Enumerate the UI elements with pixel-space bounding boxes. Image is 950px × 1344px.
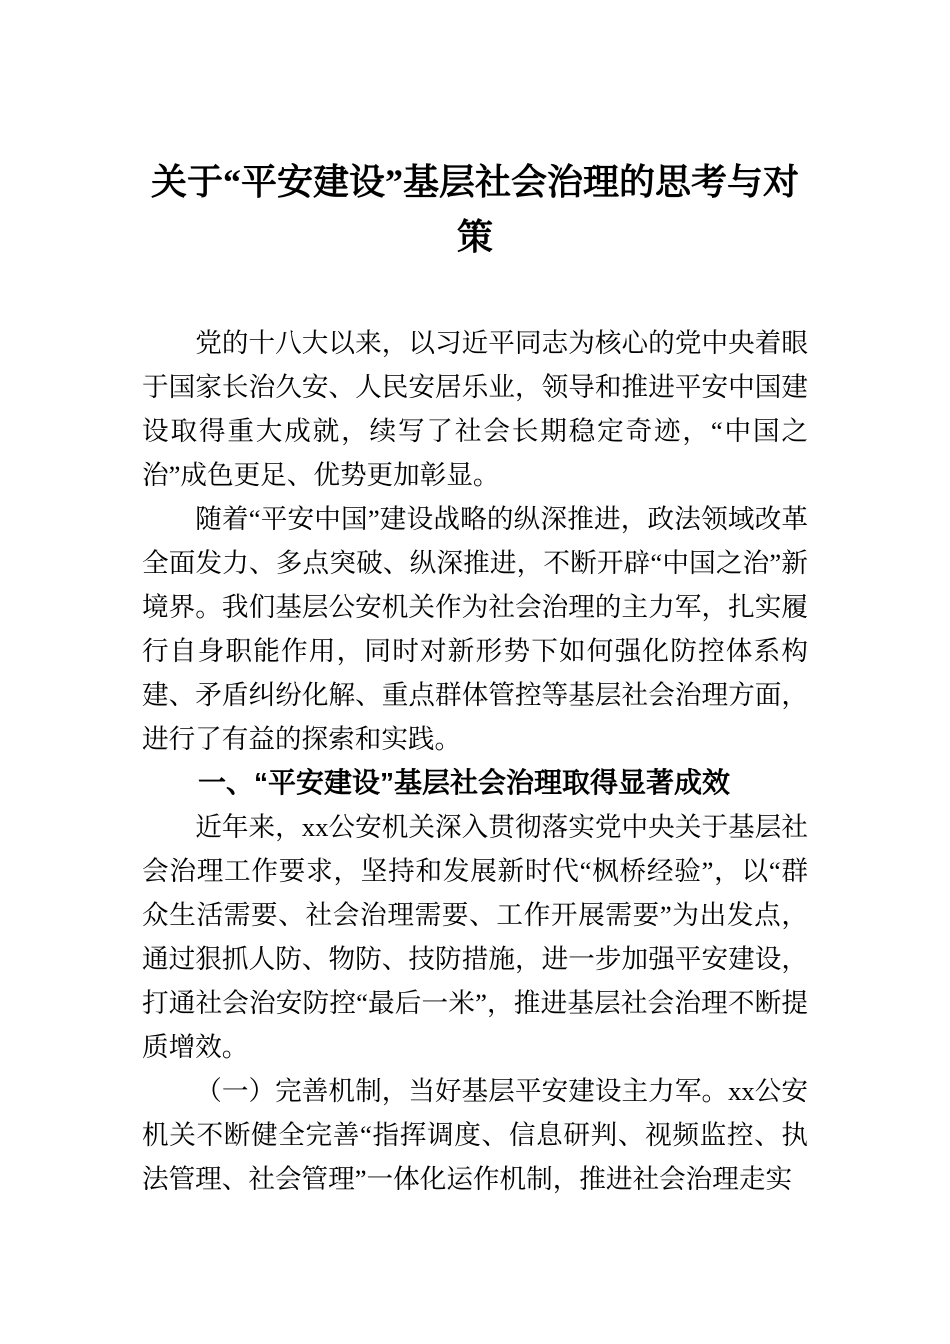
document-content xyxy=(142,155,808,1201)
body-paragraph: （一）完善机制，当好基层平安建设主力军。xx公安机关不断健全完善“指挥调度、信息研判、视频监控、执法管理、社会管理”一体化运作机制，推进社会治理走实 xyxy=(142,1076,808,1194)
body-paragraph: 党的十八大以来，以习近平同志为核心的党中央着眼于国家长治久安、人民安居乐业，领导和推进平安中国建设取得重大成就，续写了社会长期稳定奇迹，“中国之治”成色更足、优势更加彰显。 xyxy=(142,328,808,490)
section-heading: 一、“平安建设”基层社会治理取得显著成效 xyxy=(198,767,731,798)
document-title: 关于“平安建设”基层社会治理的思考与对策 xyxy=(150,162,799,257)
body-paragraph: 近年来，xx公安机关深入贯彻落实党中央关于基层社会治理工作要求，坚持和发展新时代“枫桥经验”，以“群众生活需要、社会治理需要、工作开展需要”为出发点，通过狠抓人防、物防、技防措施，进一步加强平安建设，打通社会治安防控“最后一米”，推进基层社会治理不断提质增效。 xyxy=(142,812,808,1062)
body-paragraph: 随着“平安中国”建设战略的纵深推进，政法领域改革全面发力、多点突破、纵深推进，不断开辟“中国之治”新境界。我们基层公安机关作为社会治理的主力军，扎实履行自身职能作用，同时对新形势下如何强化防控体系构建、矛盾纠纷化解、重点群体管控等基层社会治理方面，进行了有益的探索和实践。 xyxy=(142,504,808,754)
